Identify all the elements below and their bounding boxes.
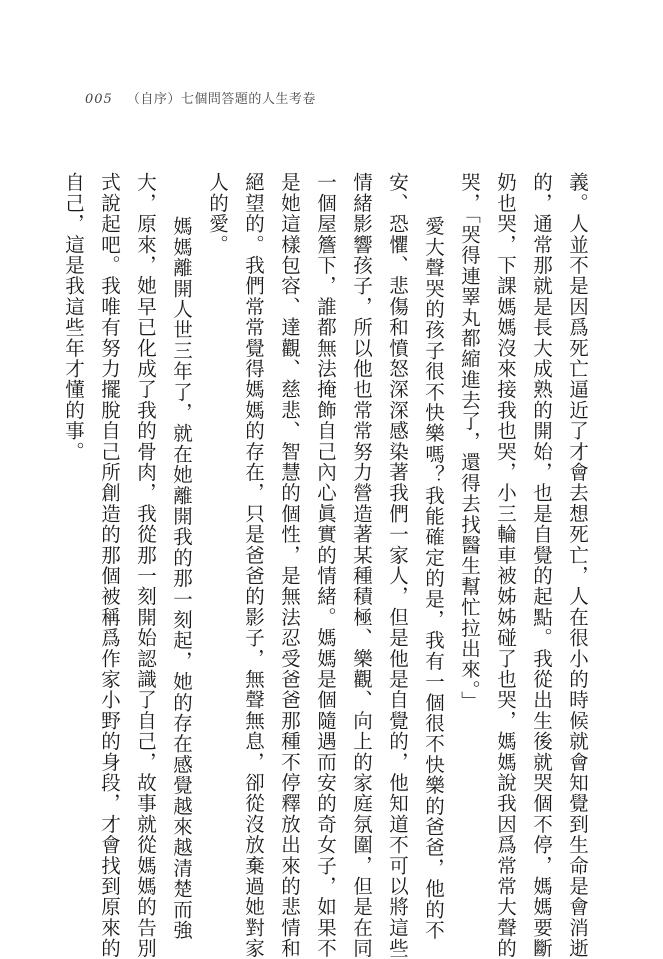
text-column: 安、恐懼、悲傷和憤怒深深感染著我們一家人，但是他是自覺的，他知道不可以將這些 bbox=[386, 172, 409, 959]
text-column: 一個屋簷下，誰都無法掩飾自己內心眞實的情緒。媽媽是個隨遇而安的奇女子，如果不 bbox=[314, 172, 337, 959]
text-column: 自己，這是我這些年才懂的事。 bbox=[62, 172, 85, 462]
text-column: 媽媽離開人世三年了，就在她離開我的那一刻起，她的存在感覺越來越清楚而強 bbox=[170, 216, 193, 941]
text-column: 愛大聲哭的孩子很不快樂嗎？我能確定的是，我有一個很不快樂的爸爸，他的不 bbox=[422, 216, 445, 941]
text-column: 哭，「哭得連睪丸都縮進去了，還得去找醫生幫忙拉出來。」 bbox=[458, 172, 481, 712]
text-column: 是她這樣包容、達觀、慈悲、智慧的個性，是無法忍受爸爸那種不停釋放出來的悲情和 bbox=[278, 172, 301, 959]
body-text bbox=[62, 172, 589, 959]
section-title: （自序）七個問答題的人生考卷 bbox=[126, 92, 316, 107]
page-number: 005 bbox=[85, 92, 113, 107]
text-column: 奶也哭，下課媽媽沒來接我也哭，小三輪車被姊姊碰了也哭，媽媽說我因爲常常大聲的 bbox=[494, 172, 517, 959]
running-head bbox=[85, 88, 316, 107]
text-column: 式說起吧。我唯有努力擺脫自己所創造的那個被稱爲作家小野的身段，才會找到原來的 bbox=[98, 172, 121, 959]
text-column: 義。人並不是因爲死亡逼近了才會去想死亡，人在很小的時候就會知覺到生命是會消逝 bbox=[566, 172, 589, 959]
text-column: 絕望的。我們常常覺得媽媽的存在，只是爸爸的影子，無聲無息，卻從沒放棄過她對家 bbox=[242, 172, 265, 959]
text-column: 大，原來，她早已化成了我的骨肉，我從那一刻開始認識了自己，故事就從媽媽的告別 bbox=[134, 172, 157, 959]
text-column: 人的愛。 bbox=[206, 172, 229, 255]
text-column: 情緒影響孩子，所以他也常常努力營造著某種積極、樂觀、向上的家庭氛圍，但是在同 bbox=[350, 172, 373, 959]
text-column: 的，通常那就是長大成熟的開始，也是自覺的起點。我從出生後就哭個不停，媽媽要斷 bbox=[530, 172, 553, 959]
